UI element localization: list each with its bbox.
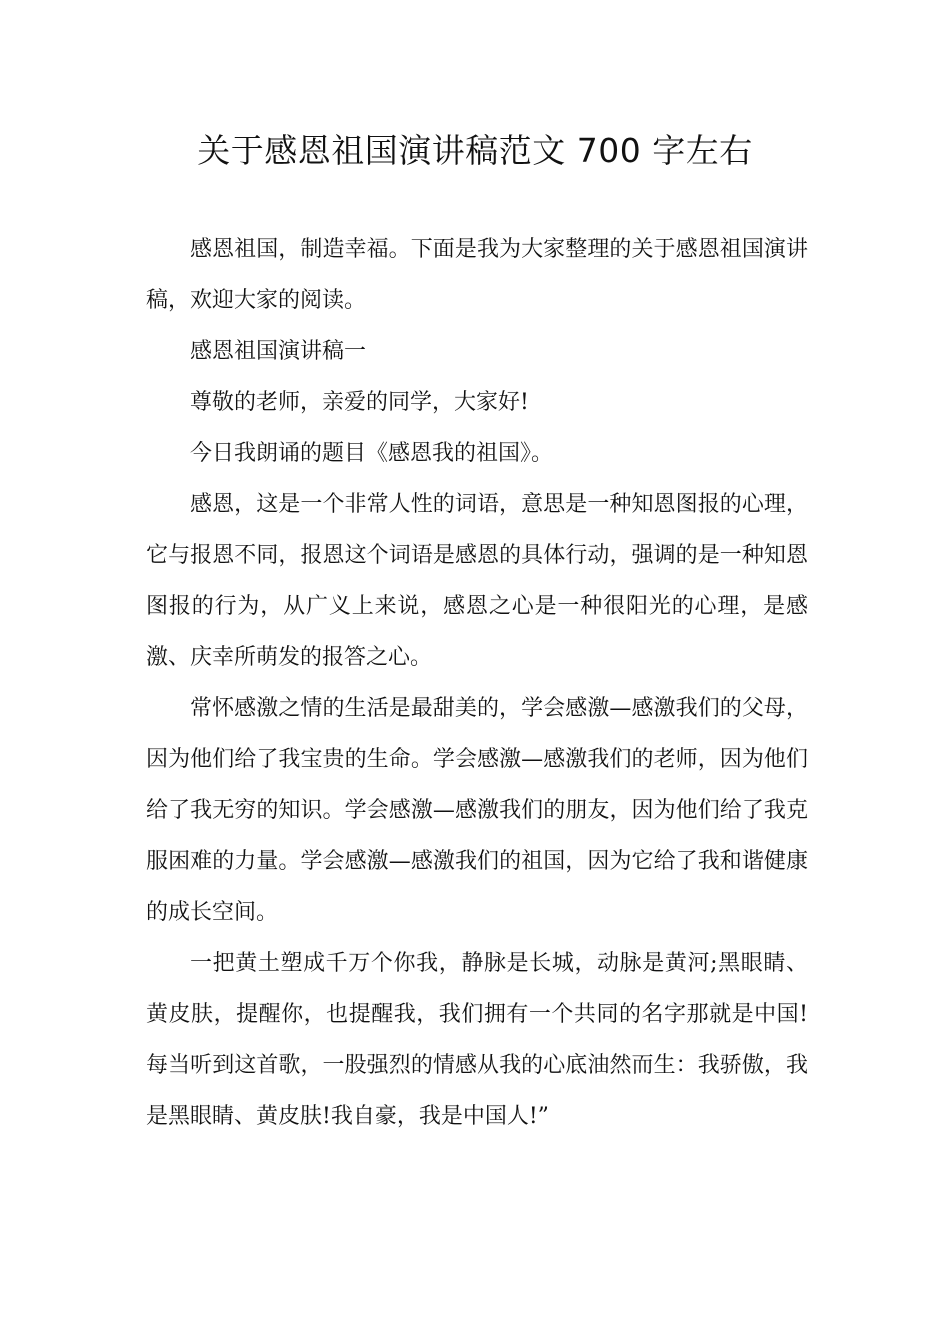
paragraph-learn-gratitude: 常怀感激之情的生活是最甜美的，学会感激—感激我们的父母，因为他们给了我宝贵的生命。学会感激—感激我们的老师，因为他们给了我无穷的知识。学会感激—感激我们的朋友，因为他们给了我克服困难的力量。学会感激—感激我们的祖国，因为它给了我和谐健康的成长空间。 xyxy=(146,696,808,925)
document-title: 关于感恩祖国演讲稿范文 700 字左右 xyxy=(197,131,753,170)
paragraph-yellow-earth: 一把黄土塑成千万个你我，静脉是长城，动脉是黄河;黑眼睛、黄皮肤，提醒你，也提醒我，我们拥有一个共同的名字那就是中国!每当听到这首歌，一股强烈的情感从我的心底油然而生：我骄傲，我是黑眼睛、黄皮肤!我自豪，我是中国人!” xyxy=(146,951,808,1129)
paragraph-topic: 今日我朗诵的题目《感恩我的祖国》。 xyxy=(190,441,554,466)
paragraph-gratitude-meaning: 感恩，这是一个非常人性的词语，意思是一种知恩图报的心理，它与报恩不同，报恩这个词语是感恩的具体行动，强调的是一种知恩图报的行为，从广义上来说，感恩之心是一种很阳光的心理，是感激、庆幸所萌发的报答之心。 xyxy=(146,492,808,670)
paragraph-greeting: 尊敬的老师，亲爱的同学，大家好! xyxy=(190,390,529,415)
document-body xyxy=(146,224,808,1142)
paragraph-subtitle: 感恩祖国演讲稿一 xyxy=(190,339,367,364)
paragraph-intro: 感恩祖国，制造幸福。下面是我为大家整理的关于感恩祖国演讲稿，欢迎大家的阅读。 xyxy=(146,237,808,313)
